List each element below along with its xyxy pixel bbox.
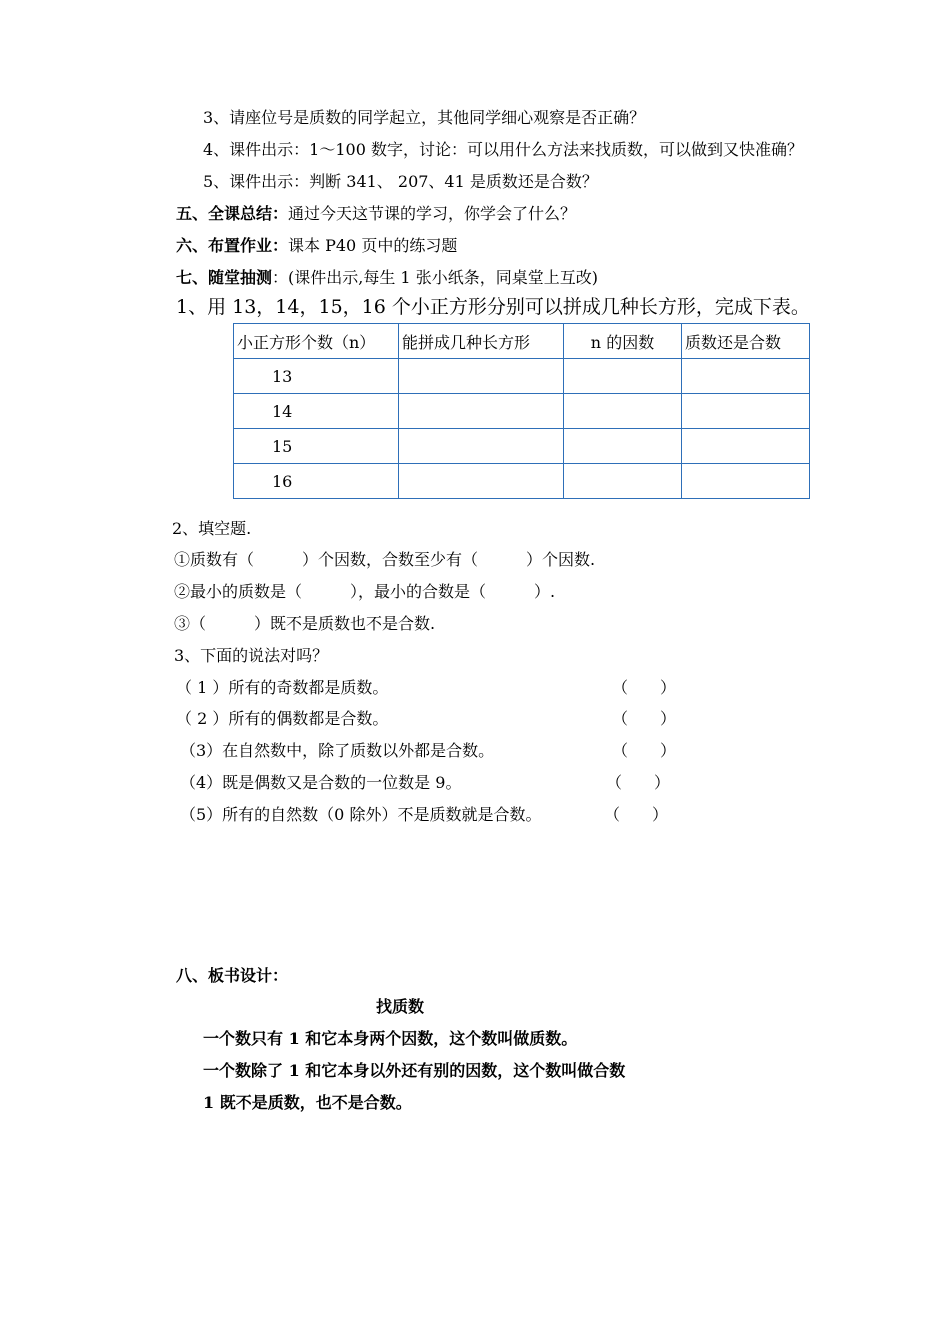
homework-heading: 六、布置作业： (176, 236, 289, 255)
table-header-cell: 能拼成几种长方形 (399, 324, 564, 359)
table-cell-blank (564, 429, 682, 464)
table-cell-blank (564, 394, 682, 429)
summary-heading: 五、全课总结： (176, 204, 289, 223)
homework-line (176, 238, 457, 254)
table-header-row (234, 324, 810, 359)
table-cell-blank (682, 429, 810, 464)
judgement-item: （3）在自然数中，除了质数以外都是合数。 (180, 741, 495, 760)
table-row (234, 464, 810, 499)
table-cell-n: 14 (234, 394, 399, 429)
table-cell-n: 15 (234, 429, 399, 464)
judgement-item: （5）所有的自然数（0 除外）不是质数就是合数。 (180, 805, 542, 824)
fill-blank-item: ②最小的质数是（ ），最小的合数是（ ）. (174, 582, 556, 601)
board-line: 一个数只有 1 和它本身两个因数，这个数叫做质数。 (203, 1029, 578, 1048)
judgement-answer-blank: （ ） (612, 709, 677, 728)
summary-line (176, 206, 576, 222)
exercise1-prompt: 1、用 13，14，15，16 个小正方形分别可以拼成几种长方形，完成下表。 (176, 296, 810, 318)
table-cell-blank (399, 464, 564, 499)
exercise3-title: 3、下面的说法对吗？ (174, 646, 329, 665)
lesson-step-5: 5、课件出示：判断 341、 207、41 是质数还是合数？ (203, 172, 598, 191)
judgement-answer-blank: （ ） (612, 741, 677, 760)
table-header-cell: n 的因数 (564, 324, 682, 359)
summary-text: 通过今天这节课的学习，你学会了什么？ (288, 204, 577, 223)
lesson-step-3: 3、请座位号是质数的同学起立，其他同学细心观察是否正确？ (203, 108, 646, 127)
table-cell-blank (564, 359, 682, 394)
board-title: 找质数 (376, 997, 425, 1016)
table-cell-n: 16 (234, 464, 399, 499)
judgement-item: （4）既是偶数又是合数的一位数是 9。 (180, 773, 462, 792)
quiz-text: ：(课件出示,每生 1 张小纸条，同桌堂上互改) (272, 268, 598, 287)
judgement-answer-blank: （ ） (612, 678, 677, 697)
table-cell-blank (399, 359, 564, 394)
table-cell-blank (682, 359, 810, 394)
exercise2-title: 2、填空题. (172, 519, 252, 538)
homework-text: 课本 P40 页中的练习题 (288, 236, 458, 255)
table-header-cell: 小正方形个数（n） (234, 324, 399, 359)
board-line: 一个数除了 1 和它本身以外还有别的因数，这个数叫做合数 (203, 1061, 626, 1080)
table-cell-n: 13 (234, 359, 399, 394)
lesson-step-4: 4、课件出示：1～100 数字，讨论：可以用什么方法来找质数，可以做到又快准确？ (203, 140, 803, 159)
judgement-item: （ 1 ）所有的奇数都是质数。 (176, 678, 389, 697)
quiz-heading: 七、随堂抽测 (176, 268, 273, 287)
factor-table (233, 323, 810, 499)
board-heading: 八、板书设计： (176, 966, 289, 985)
table-cell-blank (399, 394, 564, 429)
table-row (234, 359, 810, 394)
table-cell-blank (399, 429, 564, 464)
table-header-cell: 质数还是合数 (682, 324, 810, 359)
table-cell-blank (682, 464, 810, 499)
table-row (234, 429, 810, 464)
table-cell-blank (682, 394, 810, 429)
fill-blank-item: ③（ ）既不是质数也不是合数. (174, 614, 436, 633)
quiz-line (176, 270, 598, 286)
judgement-answer-blank: （ ） (606, 773, 671, 792)
judgement-item: （ 2 ）所有的偶数都是合数。 (176, 709, 389, 728)
table-cell-blank (564, 464, 682, 499)
judgement-answer-blank: （ ） (604, 805, 669, 824)
fill-blank-item: ①质数有（ ）个因数，合数至少有（ ）个因数. (174, 550, 596, 569)
board-line: 1 既不是质数，也不是合数。 (203, 1093, 412, 1112)
table-row (234, 394, 810, 429)
